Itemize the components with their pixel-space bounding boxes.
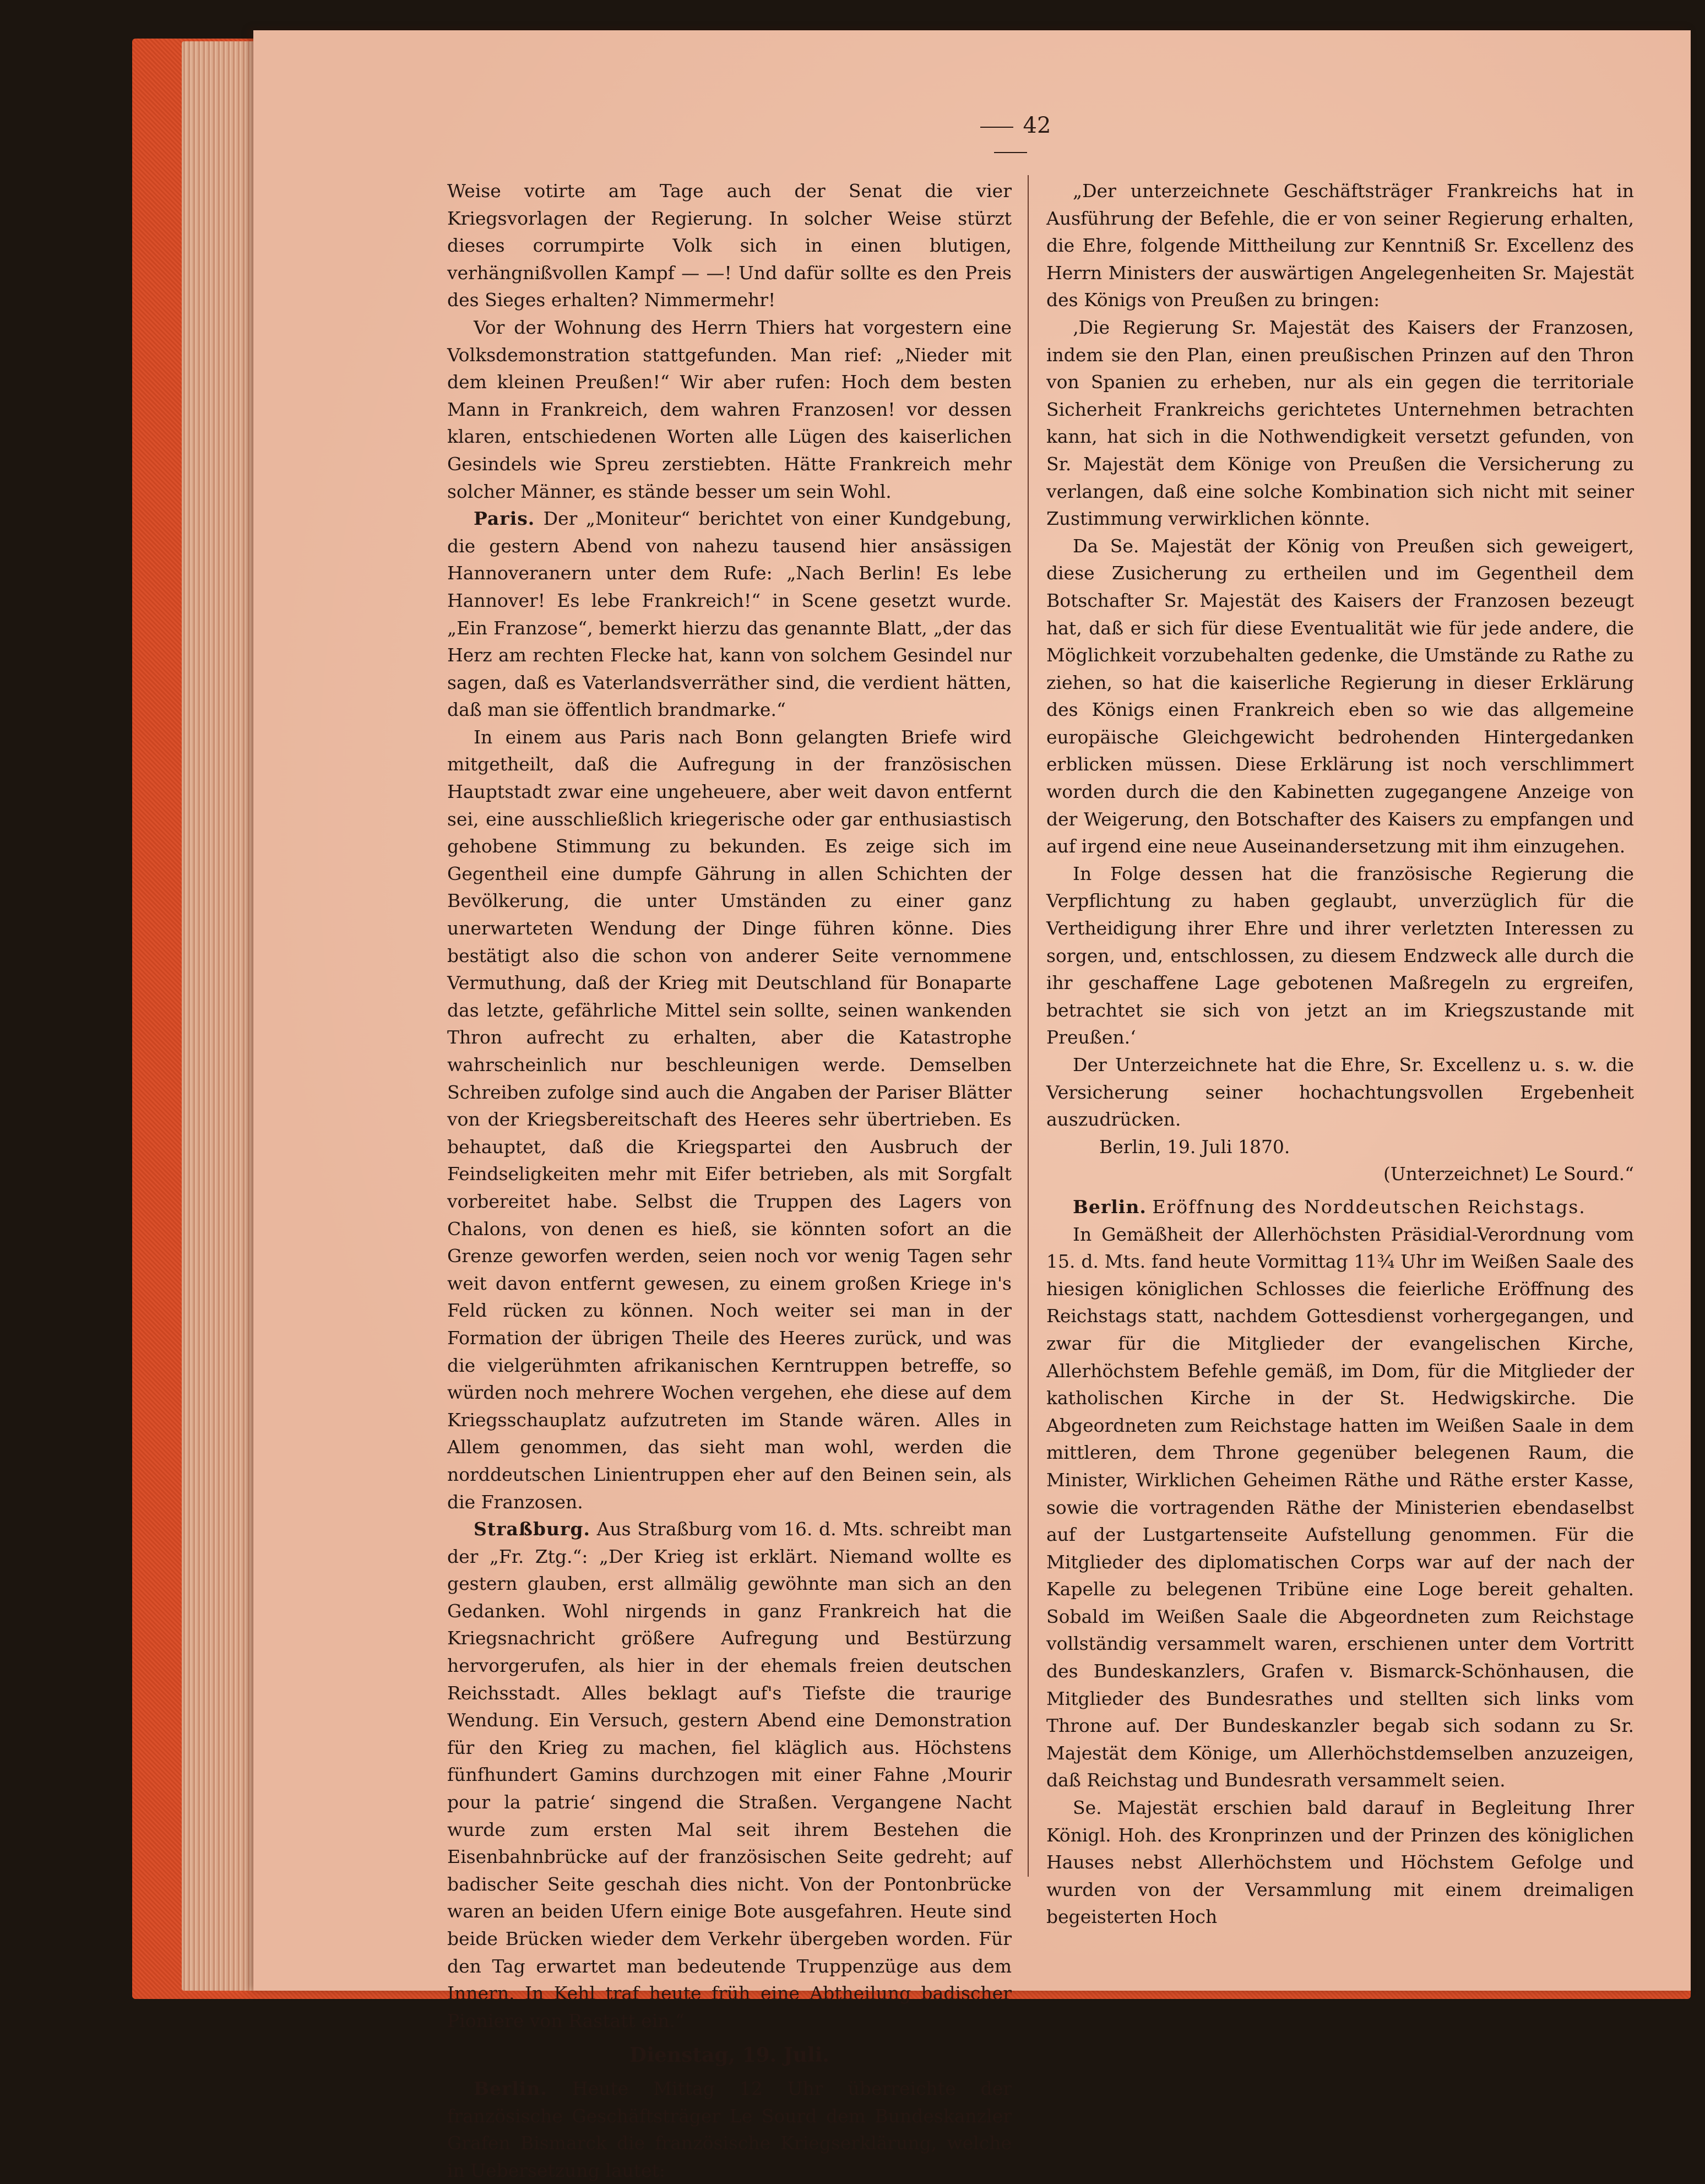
article-paragraph: ‚Die Regierung Sr. Majestät des Kaisers der Franzosen, indem sie den Plan, einen preußischen Prinzen auf den Thron von Spanien zu erheben, nur als ein gegen die territoriale Sicherheit Frankreichs gerichtetes Unternehmen betrachten kann, hat sich in die Nothwendigkeit versetzt gefunden, von Sr. Majestät dem Könige von Preußen die Versicherung zu verlangen, daß eine solche Kombination sich nicht mit seiner Zustimmung verwirklichen könnte. (1046, 316, 1634, 530)
signature: (Unterzeichnet) Le Sourd.“ (1383, 1163, 1634, 1185)
left-column (447, 177, 1012, 2184)
dateline: Straßburg. (474, 1518, 590, 1540)
article-paragraph: Weise votirte am Tage auch der Senat die vier Kriegsvorlagen der Regierung. In solcher Weise stürzt dieses corrumpirte Volk sich in einen blutigen, verhängnißvollen Kampf — —! Und dafür sollte es den Preis des Sieges erhalten? Nimmermehr! (447, 180, 1012, 311)
article-paragraph: Paris. Der „Moniteur“ berichtet von einer Kundgebung, die gestern Abend von nahezu tausend hier ansässigen Hannoveranern unter dem Rufe: „Nach Berlin! Es lebe Hannover! Es lebe Frankreich!“ in Scene gesetzt wurde. „Ein Franzose“, bemerkt hierzu das genannte Blatt, „der das Herz am rechten Flecke hat, kann von solchem Gesindel nur sagen, daß es Vaterlandsverräther sind, die verdient hätten, daß man sie öffentlich brandmarke.“ (447, 508, 1012, 721)
article-paragraph: Straßburg. Aus Straßburg vom 16. d. Mts. schreibt man der „Fr. Ztg.“: „Der Krieg ist erklärt. Niemand wollte es gestern glauben, erst allmälig gewöhnte man sich an den Gedanken. Wohl nirgends in ganz Frankreich hat die Kriegsnachricht größere Aufregung und Bestürzung hervorgerufen, als hier in der ehemals freien deutschen Reichsstadt. Alles beklagt auf's Tiefste die traurige Wendung. Ein Versuch, gestern Abend eine Demonstration für den Krieg zu machen, fiel kläglich aus. Höchstens fünfhundert Gamins durchzogen mit einer Fahne ‚Mourir pour la patrie‘ singend die Straßen. Vergangene Nacht wurde zum ersten Mal seit ihrem Bestehen die Eisenbahnbrücke auf der französischen Seite gedreht; auf badischer Seite geschah dies nicht. Von der Pontonbrücke waren an beiden Ufern einige Bote ausgefahren. Heute sind beide Brücken wieder dem Verkehr übergeben worden. Für den Tag erwartet man bedeutende Truppenzüge aus dem Innern. In Kehl traf heute früh eine Abtheilung badischer Pioniere von Rastatt ein.“ (447, 1518, 1012, 2031)
article-paragraph: Se. Majestät erschien bald darauf in Begleitung Ihrer Königl. Hoh. des Kronprinzen und der Prinzen des königlichen Hauses nebst Allerhöchstem und Höchstem Gefolge und wurden von der Versammlung mit einem dreimaligen begeisterten Hoch (1046, 1797, 1634, 1928)
article-paragraph: In Gemäßheit der Allerhöchsten Präsidial-Verordnung vom 15. d. Mts. fand heute Vormittag 11¾ Uhr im Weißen Saale des hiesigen königlichen Schlosses die feierliche Eröffnung des Reichstags statt, nachdem Gottesdienst vorhergegangen, und zwar für die Mitglieder der evangelischen Kirche, Allerhöchstem Befehle gemäß, im Dom, für die Mitglieder der katholischen Kirche in der St. Hedwigskirche. Die Abgeordneten zum Reichstage hatten im Weißen Saale in dem mittleren, dem Throne gegenüber belegenen Raum, die Minister, Wirklichen Geheimen Räthe und Räthe erster Kasse, sowie die vortragenden Räthe der Ministerien ebendaselbst auf der Lustgartenseite Aufstellung genommen. Für die Mitglieder des diplomatischen Corps war auf der nach der Kapelle zu belegenen Tribüne eine Loge bereit gehalten. Sobald im Weißen Saale die Abgeordneten zum Reichstage vollständig versammelt waren, erschienen unter dem Vortritt des Bundeskanzlers, Grafen v. Bismarck-Schönhausen, die Mitglieder des Bundesrathes und stellten sich links vom Throne auf. Der Bundeskanzler begab sich sodann zu Sr. Majestät dem Könige, um Allerhöchstdemselben anzuzeigen, daß Reichstag und Bundesrath versammelt seien. (1046, 1223, 1634, 1791)
article-paragraph: „Der unterzeichnete Geschäftsträger Frankreichs hat in Ausführung der Befehle, die er von seiner Regierung erhalten, die Ehre, folgende Mittheilung zur Kenntniß Sr. Excellenz des Herrn Ministers der auswärtigen Angelegenheiten Sr. Majestät des Königs von Preußen zu bringen: (1046, 180, 1634, 311)
column-divider (1028, 175, 1029, 1877)
article-paragraph: Berlin. Eröffnung des Norddeutschen Reichstags. (1073, 1196, 1586, 1218)
article-paragraph: In Folge dessen hat die französische Regierung die Verpflichtung zu haben geglaubt, unverzüglich für die Vertheidigung ihrer Ehre und ihrer verletzten Interessen zu sorgen, und, entschlossen, zu diesem Endzweck alle durch die ihr geschaffene Lage gebotenen Maßregeln zu ergreifen, betrachtet sie sich von jetzt an im Kriegszustande mit Preußen.‘ (1046, 862, 1634, 1048)
dateline: Paris. (474, 508, 535, 530)
article-paragraph: Der Unterzeichnete hat die Ehre, Sr. Excellenz u. s. w. die Versicherung seiner hochachtungsvollen Ergebenheit auszudrücken. (1046, 1054, 1634, 1131)
dateline: Berlin. (474, 2077, 547, 2099)
article-paragraph: In einem aus Paris nach Bonn gelangten Briefe wird mitgetheilt, daß die Aufregung in der französischen Hauptstadt zwar eine ungeheuere, aber weit davon entfernt sei, eine ausschließlich kriegerische oder gar enthusiastisch gehobene Stimmung zu bekunden. Es zeige sich im Gegentheil eine dumpfe Gährung in allen Schichten der Bevölkerung, die unter Umständen zu einer ganz unerwarteten Wendung der Dinge führen könne. Dies bestätigt also die schon von anderer Seite vernommene Vermuthung, daß der Krieg mit Deutschland für Bonaparte das letzte, gefährliche Mittel sein sollte, seinen wankenden Thron aufrecht zu erhalten, aber die Katastrophe wahrscheinlich nur beschleunigen werde. Demselben Schreiben zufolge sind auch die Angaben der Pariser Blätter von der Kriegsbereitschaft des Heeres sehr übertrieben. Es behauptet, daß die Kriegspartei den Ausbruch der Feindseligkeiten mehr mit Eifer betrieben, als mit Sorgfalt vorbereitet habe. Selbst die Truppen des Lagers von Chalons, von denen es hieß, sie könnten sofort an die Grenze geworfen werden, seien noch vor wenig Tagen sehr weit davon entfernt gewesen, zu einem großen Kriege in's Feld rücken zu können. Noch weiter sei man in der Formation der übrigen Theile des Heeres zurück, und was die vielgerühmten afrikanischen Kerntruppen betreffe, so würden noch mehrere Wochen vergehen, ehe diese auf dem Kriegsschauplatz aufzutreten im Stande wären. Alles in Allem genommen, das sieht man wohl, werden die norddeutschen Linientruppen eher auf den Beinen sein, als die Franzosen. (447, 726, 1012, 1513)
section-heading: Dienstag, 19. Juli. (629, 2044, 829, 2067)
article-paragraph: Berlin. Heute Mittag 12 Uhr überreichte der französische Geschäftsträger Le Sourd dem Bundeskanzler Grafen Bismarck die französische Kriegserklärung, welche in Uebersetzung lautet: (447, 2077, 1012, 2181)
article-paragraph: Da Se. Majestät der König von Preußen sich geweigert, diese Zusicherung zu ertheilen und im Gegentheil dem Botschafter Sr. Majestät des Kaisers der Franzosen bezeugt hat, daß er sich für diese Eventualität wie für jede andere, die Möglichkeit vorzubehalten gedenke, die Umstände zu Rathe zu ziehen, so hat die kaiserliche Regierung in dieser Erklärung des Königs einen Frankreich eben so wie das allgemeine europäische Gleichgewicht bedrohenden Hintergedanken erblicken müssen. Diese Erklärung ist noch verschlimmert worden durch die den Kabinetten zugegangene Anzeige von der Weigerung, den Botschafter des Kaisers zu empfangen und auf irgend eine neue Auseinandersetzung mit ihm einzugehen. (1046, 535, 1634, 857)
right-column (1046, 177, 1634, 1931)
place-date: Berlin, 19. Juli 1870. (1099, 1136, 1290, 1158)
page-number: 42 (950, 113, 1071, 164)
article-paragraph: Vor der Wohnung des Herrn Thiers hat vorgestern eine Volksdemonstration stattgefunden. Man rief: „Nieder mit dem kleinen Preußen!“ Wir aber rufen: Hoch dem besten Mann in Frankreich, dem wahren Franzosen! vor dessen klaren, entschiedenen Worten alle Lügen des kaiserlichen Gesindels wie Spreu zerstiebten. Hätte Frankreich mehr solcher Männer, es stände besser um sein Wohl. (447, 316, 1012, 502)
dateline: Berlin. (1073, 1196, 1147, 1218)
